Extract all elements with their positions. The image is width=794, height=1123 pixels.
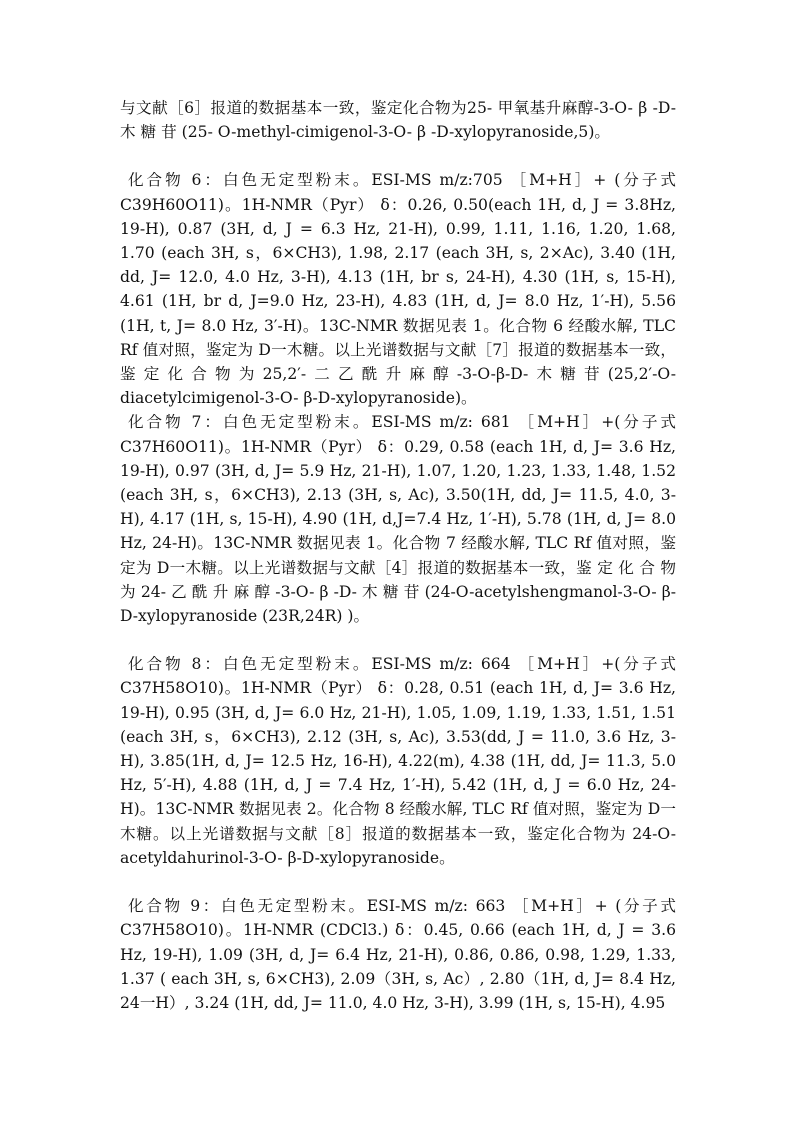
document-body bbox=[120, 96, 676, 1015]
paragraph-compound-9: 化合物 9：白色无定型粉末。ESI-MS m/z: 663 ［M+H］+ (分子式C37H58O10)。1H-NMR (CDCl3.) δ：0.45, 0.66 (each 1H, d, J = 3.6 Hz, 19-H), 1.09 (3H, d, J= 6.4 Hz, 21-H), 0.86, 0.86, 0.98, 1.29, 1.33, 1.37 ( each 3H, s, 6×CH3), 2.09（3H, s, Ac）, 2.80（1H, d, J= 8.4 Hz, 24一H）, 3.24 (1H, dd, J= 11.0, 4.0 Hz, 3-H), 3.99 (1H, s, 15-H), 4.95 bbox=[120, 897, 676, 1012]
paragraph-compound-7: 化合物 7：白色无定型粉末。ESI-MS m/z: 681 ［M+H］+(分子式C37H60O11)。1H-NMR（Pyr） δ：0.29, 0.58 (each 1H, d, J= 3.6 Hz, 19-H), 0.97 (3H, d, J= 5.9 Hz, 21-H), 1.07, 1.20, 1.23, 1.33, 1.48, 1.52 (each 3H, s，6×CH3), 2.13 (3H, s, Ac), 3.50(1H, dd, J= 11.5, 4.0, 3-H), 4.17 (1H, s, 15-H), 4.90 (1H, d,J=7.4 Hz, 1′-H), 5.78 (1H, d, J= 8.0 Hz, 24-H)。13C-NMR 数据见表 1。化合物 7 经酸水解, TLC Rf 值对照，鉴定为 D一木糖。以上光谱数据与文献［4］报道的数据基本一致，鉴 定 化 合 物 为 24- 乙 酰 升 麻 醇 -3-O- β -D- 木 糖 苷 (24-O-acetylshengmanol-3-O- β-D-xylopyranoside (23R,24R) )。 bbox=[120, 413, 676, 626]
paragraph-compound-5-conclusion: 与文献［6］报道的数据基本一致，鉴定化合物为25- 甲氧基升麻醇-3-O- β -D- 木 糖 苷 (25- O-methyl-cimigenol-3-O- β -D-xylopyranoside,5)。 bbox=[120, 99, 676, 142]
paragraph-compound-6: 化合物 6：白色无定型粉末。ESI-MS m/z:705 ［M+H］+ (分子式C39H60O11)。1H-NMR（Pyr） δ：0.26, 0.50(each 1H, d, J = 3.8Hz, 19-H), 0.87 (3H, d, J = 6.3 Hz, 21-H), 0.99, 1.11, 1.16, 1.20, 1.68, 1.70 (each 3H, s，6×CH3), 1.98, 2.17 (each 3H, s, 2×Ac), 3.40 (1H, dd, J= 12.0, 4.0 Hz, 3-H), 4.13 (1H, br s, 24-H), 4.30 (1H, s, 15-H), 4.61 (1H, br d, J=9.0 Hz, 23-H), 4.83 (1H, d, J= 8.0 Hz, 1′-H), 5.56 (1H, t, J= 8.0 Hz, 3′-H)。13C-NMR 数据见表 1。化合物 6 经酸水解, TLC Rf 值对照，鉴定为 D一木糖。以上光谱数据与文献［7］报道的数据基本一致，鉴定化合物为25,2′-二乙酰升麻醇-3-O-β-D-木糖苷(25,2′-O-diacetylcimigenol-3-O- β-D-xylopyranoside)。 bbox=[120, 171, 676, 408]
paragraph-compound-8: 化合物 8：白色无定型粉末。ESI-MS m/z: 664 ［M+H］+(分子式C37H58O10)。1H-NMR（Pyr） δ：0.28, 0.51 (each 1H, d, J= 3.6 Hz, 19-H), 0.95 (3H, d, J= 6.0 Hz, 21-H), 1.05, 1.09, 1.19, 1.33, 1.51, 1.51 (each 3H, s，6×CH3), 2.12 (3H, s, Ac), 3.53(dd, J = 11.0, 3.6 Hz, 3-H), 3.85(1H, d, J= 12.5 Hz, 16-H), 4.22(m), 4.38 (1H, dd, J= 11.3, 5.0 Hz, 5′-H), 4.88 (1H, d, J = 7.4 Hz, 1′-H), 5.42 (1H, d, J = 6.0 Hz, 24-H)。13C-NMR 数据见表 2。化合物 8 经酸水解, TLC Rf 值对照，鉴定为 D一木糖。以上光谱数据与文献［8］报道的数据基本一致，鉴定化合物为 24-O-acetyldahurinol-3-O- β-D-xylopyranoside。 bbox=[120, 655, 676, 867]
